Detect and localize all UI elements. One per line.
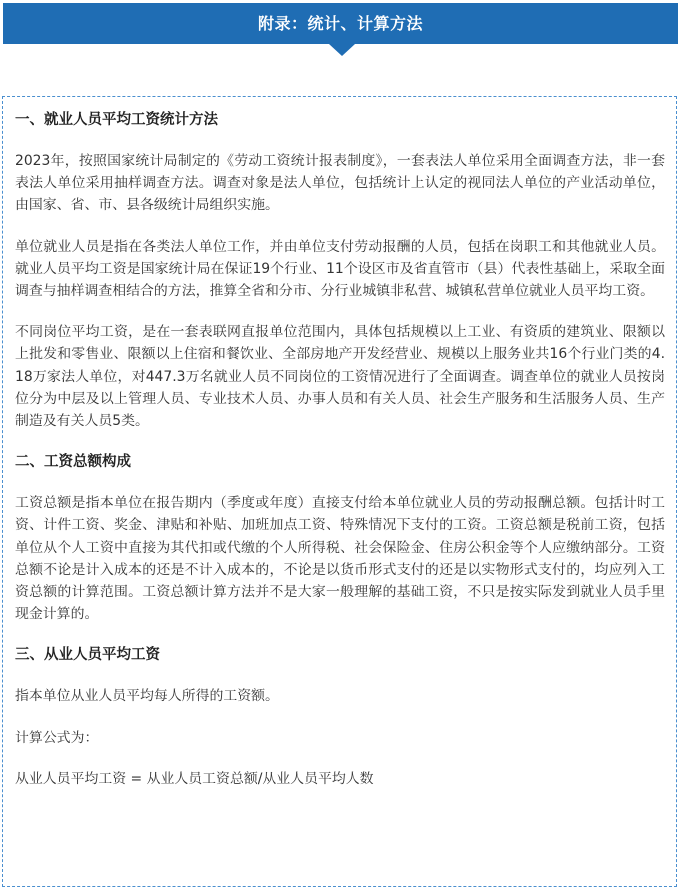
appendix-body — [15, 109, 665, 809]
banner-pointer — [329, 44, 355, 56]
paragraph: 单位就业人员是指在各类法人单位工作，并由单位支付劳动报酬的人员，包括在岗职工和其他就业人员。就业人员平均工资是国家统计局在保证19个行业、11个设区市及省直管市（县）代表性基础上，采取全面调查与抽样调查相结合的方法，推算全省和分市、分行业城镇非私营、城镇私营单位就业人员平均工资。 — [15, 238, 665, 300]
formula: 从业人员平均工资 = 从业人员工资总额/从业人员平均人数 — [15, 770, 374, 787]
banner-title: 附录：统计、计算方法 — [257, 14, 423, 33]
paragraph: 不同岗位平均工资，是在一套表联网直报单位范围内，具体包括规模以上工业、有资质的建筑业、限额以上批发和零售业、限额以上住宿和餐饮业、全部房地产开发经营业、规模以上服务业共16个行业门类的4.18万家法人单位，对447.3万名就业人员不同岗位的工资情况进行了全面调查。调查单位的就业人员按岗位分为中层及以上管理人员、专业技术人员、办事人员和有关人员、社会生产服务和生活服务人员、生产制造及有关人员5类。 — [15, 324, 665, 430]
appendix-banner — [3, 3, 678, 44]
appendix-content-box — [2, 96, 677, 887]
paragraph: 指本单位从业人员平均每人所得的工资额。 — [15, 688, 279, 705]
section-heading-average-wage: 三、从业人员平均工资 — [15, 647, 160, 664]
section-heading-wage-composition: 二、工资总额构成 — [15, 454, 131, 471]
paragraph: 工资总额是指本单位在报告期内（季度或年度）直接支付给本单位就业人员的劳动报酬总额。包括计时工资、计件工资、奖金、津贴和补贴、加班加点工资、特殊情况下支付的工资。工资总额是税前工资，包括单位从个人工资中直接为其代扣或代缴的个人所得税、社会保险金、住房公积金等个人应缴纳部分。工资总额不论是计入成本的还是不计入成本的，不论是以货币形式支付的还是以实物形式支付的，均应列入工资总额的计算范围。工资总额计算方法并不是大家一般理解的基础工资，不只是按实际发到就业人员手里现金计算的。 — [15, 495, 665, 623]
paragraph: 2023年，按照国家统计局制定的《劳动工资统计报表制度》，一套表法人单位采用全面调查方法，非一套表法人单位采用抽样调查方法。调查对象是法人单位，包括统计上认定的视同法人单位的产业活动单位，由国家、省、市、县各级统计局组织实施。 — [15, 153, 665, 214]
section-heading-wage-method: 一、就业人员平均工资统计方法 — [15, 112, 218, 128]
paragraph: 计算公式为： — [15, 729, 99, 746]
